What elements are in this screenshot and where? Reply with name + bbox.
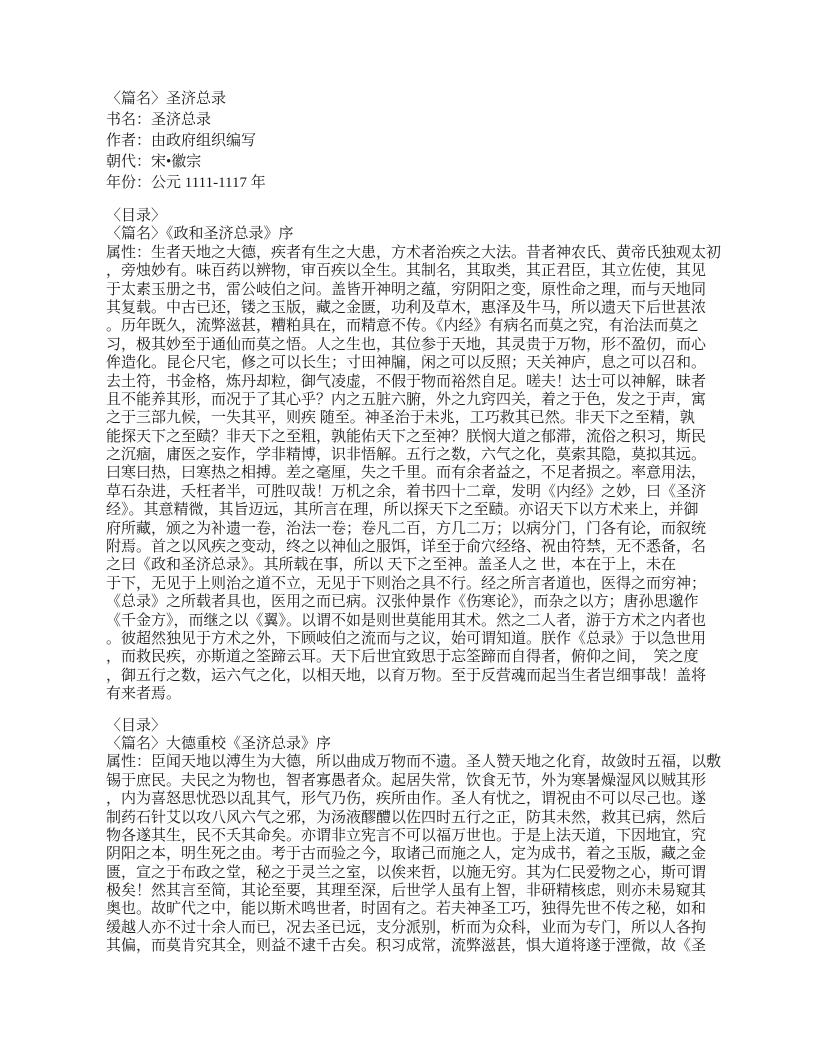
section-dade-preface bbox=[106, 717, 730, 956]
header-line: 书名：圣济总录 bbox=[106, 112, 212, 128]
paragraph-line: 曰寒曰热，曰寒热之相搏。差之毫厘，失之千里。而有余者益之，不足者损之。率意用法， bbox=[106, 465, 707, 482]
paragraph-line: 有来者焉。 bbox=[106, 686, 182, 703]
paragraph-line: 阴阳之本，明生死之由。考于古而验之今，取诸己而施之人，定为成书，着之玉版，藏之金 bbox=[106, 846, 707, 863]
paragraph-line: 其偏，而莫肯究其全，则益不逮千古矣。积习成常，流弊滋甚，惧大道将遂于湮微，故《圣 bbox=[106, 938, 707, 955]
paragraph-line: 习，极其妙至于通仙而莫之悟。人之生也，其位参于天地，其灵贵于万物，形不盈仞，而心 bbox=[106, 336, 707, 353]
paragraph-line: ，内为喜怒思忧恐以乱其气，形气乃伤，疾所由作。圣人有忧之，谓祝由不可以尽己也。遂 bbox=[106, 791, 707, 808]
paragraph-line: 之于三部九候，一失其平，则疾 随至。神圣治于未兆，工巧救其已然。非天下之至精，孰 bbox=[106, 410, 695, 427]
paragraph-line: ，御五行之数，运六气之化，以相天地，以育万物。至于反营魂而起当生者岂细事哉！盖将 bbox=[106, 667, 707, 684]
section-zhenghe-preface bbox=[106, 207, 730, 704]
toc-marker: 〈目录〉 bbox=[106, 717, 167, 734]
paragraph-line: 《千金方》，而继之以《翼》。以谓不如是则世莫能用其术。然之二人者，游于方术之内者也 bbox=[106, 612, 707, 629]
paragraph-line: 锡于庶民。夫民之为物也，智者寡愚者众。起居失常，饮食无节，外为寒暑燥湿风以贼其形 bbox=[106, 772, 707, 789]
document-header bbox=[106, 89, 730, 194]
paragraph-line: ，旁烛妙有。味百药以辨物，审百疾以全生。其制名，其取类，其正君臣，其立佐使，其见 bbox=[106, 263, 707, 280]
paragraph-line: 制药石针艾以攻八风六气之邪，为汤液醪醴以佐四时五行之正，防其未然，救其已病，然后 bbox=[106, 809, 707, 826]
paragraph-line: 属性：臣闻天地以溥生为大德，所以曲成万物而不遗。圣人赞天地之化育，故敛时五福，以敷 bbox=[106, 754, 722, 771]
header-line: 〈篇名〉圣济总录 bbox=[106, 91, 227, 107]
paragraph-line: 《总录》之所载者具也，医用之而已病。汉张仲景作《伤寒论》，而杂之以方；唐孙思邈作 bbox=[106, 594, 699, 611]
header-line: 朝代：宋•徽宗 bbox=[106, 154, 202, 170]
paragraph-line: 草石杂进，夭枉者半，可胜叹哉！万机之余，着书四十二章，发明《内经》之妙，曰《圣济 bbox=[106, 483, 707, 500]
paragraph-line: 。历年既久，流弊滋甚，糟粕具在，而精意不传。《内经》有病名而莫之究，有治法而莫之 bbox=[106, 318, 699, 335]
section-title: 〈篇名〉大德重校《圣济总录》序 bbox=[106, 735, 332, 752]
paragraph-line: 缓越人亦不过十余人而已，况去圣已远，支分派别，析而为众科，业而为专门，所以人各拘 bbox=[106, 919, 707, 936]
paragraph-line: 于太素玉册之书，雷公岐伯之问。盖皆开神明之蕴，穷阴阳之变，原性命之理，而与天地同 bbox=[106, 281, 707, 298]
paragraph-line: 能探天下之至赜？非天下之至粗，孰能佑天下之至神？朕悯大道之郁滞，流俗之积习，斯民 bbox=[106, 428, 707, 445]
paragraph-line: 之沉痼，庸医之妄作，学非精博，识非悟解。五行之数，六气之化，莫索其隐，莫拟其远。 bbox=[106, 447, 707, 464]
paragraph-line: 其复载。中古已还，镂之玉版，藏之金匮，功利及草木，惠泽及牛马，所以遗天下后世甚浓 bbox=[106, 299, 707, 316]
header-line: 年份：公元 1111-1117 年 bbox=[106, 175, 266, 191]
paragraph-line: 附焉。首之以风疾之变动，终之以神仙之服饵，详至于俞穴经络、祝由符禁，无不悉备，名 bbox=[106, 539, 707, 556]
paragraph-line: 且不能养其形，而况于了其心乎？内之五脏六腑，外之九窍四关，着之于色，发之于声，寓 bbox=[106, 391, 707, 408]
paragraph-line: 。彼超然独见于方术之外，下顾岐伯之流而与之议，始可谓知道。朕作《总录》于以急世用 bbox=[106, 630, 707, 647]
section-paragraph bbox=[106, 244, 730, 704]
paragraph-line: 府所藏，颁之为补遗一卷，治法一卷；卷凡二百，方几二万；以病分门，门各有论，而叙统 bbox=[106, 520, 707, 537]
paragraph-line: 奥也。故旷代之中，能以斯术鸣世者，时固有之。若夫神圣工巧，独得先世不传之秘，如和 bbox=[106, 901, 707, 918]
section-title: 〈篇名〉《政和圣济总录》序 bbox=[106, 226, 294, 243]
paragraph-line: 属性：生者天地之大德，疾者有生之大患，方术者治疾之大法。昔者神农氏、黄帝氏独观太初 bbox=[106, 244, 722, 261]
paragraph-line: 极矣！然其言至简，其论至要，其理至深，后世学人虽有上智，非研精核虑，则亦未易窥其 bbox=[106, 883, 707, 900]
paragraph-line: 之曰《政和圣济总录》。其所载在事，所以 天下之至神。盖圣人之 世，本在于上，未在 bbox=[106, 557, 677, 574]
section-paragraph bbox=[106, 753, 730, 955]
paragraph-line: 物各遂其生，民不夭其命矣。亦谓非立宪言不可以福万世也。于是上法天道，下因地宜，究 bbox=[106, 827, 707, 844]
paragraph-line: 匮，宣之于布政之堂，秘之于灵兰之室，以俟来哲，以施无穷。其为仁民爱物之心，斯可谓 bbox=[106, 864, 707, 881]
paragraph-line: 于下，无见于上则治之道不立，无见于下则治之具不行。经之所言者道也，医得之而穷神； bbox=[106, 575, 707, 592]
paragraph-line: ，而救民疾，亦斯道之筌蹄云耳。天下后世宜致思于忘筌蹄而自得者，俯仰之间， 笑之度 bbox=[106, 649, 699, 666]
toc-marker: 〈目录〉 bbox=[106, 208, 167, 224]
document-content bbox=[106, 89, 730, 956]
paragraph-line: 侔造化。昆仑尺宅，修之可以长生；寸田神牖，闲之可以反照；天关神庐，息之可以召和。 bbox=[106, 355, 707, 372]
paragraph-line: 经》。其意精微，其旨迈远，其所言在理，所以探天下之至赜。亦诏天下以方术来上，并御 bbox=[106, 502, 699, 519]
header-line: 作者：由政府组织编写 bbox=[106, 133, 257, 149]
paragraph-line: 去土符，书金格，炼丹却粒，御气凌虚，不假于物而裕然自足。嗟夫！达士可以神解，昧者 bbox=[106, 373, 707, 390]
